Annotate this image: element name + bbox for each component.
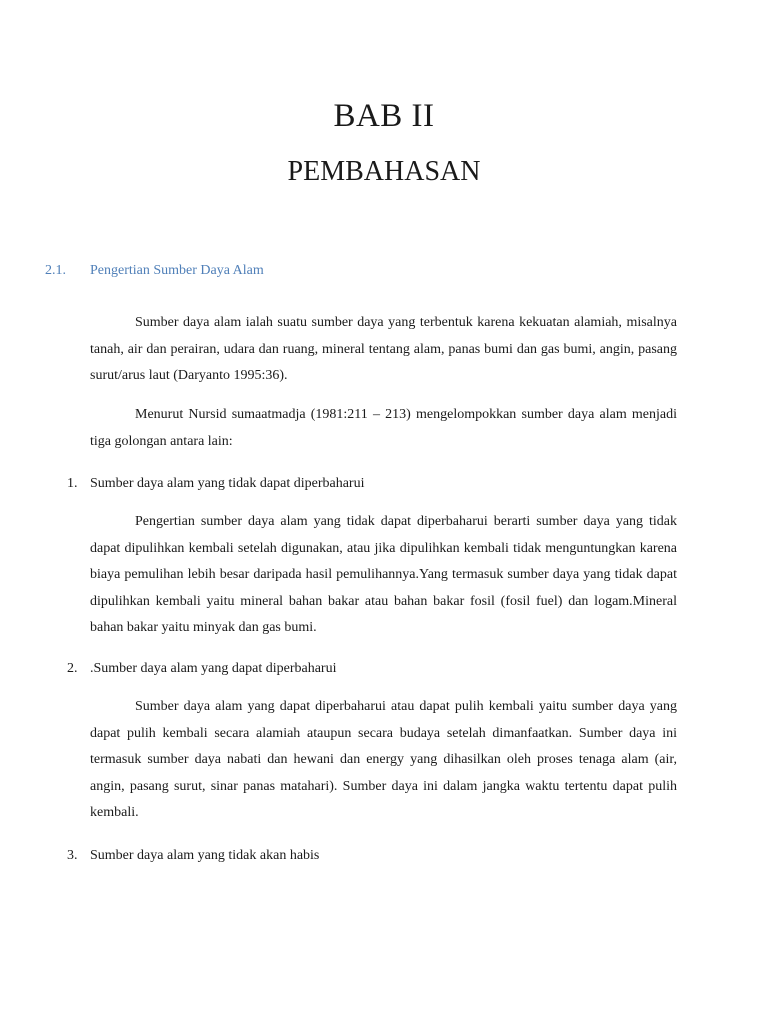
paragraph-renewable: Sumber daya alam yang dapat diperbaharui atau dapat pulih kembali yaitu sumber daya yang dapat pulih kembali secara alamiah ataupun secara budaya setelah dimanfaatkan. Sumber daya ini termasuk sumber daya nabati dan hewani dan energy yang dihasilkan oleh proses tenaga alam (air, angin, pasang surut, sinar panas matahari). Sumber daya ini dalam jangka waktu tertentu dapat pulih kembali. bbox=[90, 699, 677, 820]
paragraph-non-renewable: Pengertian sumber daya alam yang tidak dapat diperbaharui berarti sumber daya yang tidak dapat dipulihkan kembali setelah digunakan, atau jika dipulihkan kembali tidak menguntungkan karena biaya pemulihan lebih besar daripada hasil pemulihannya.Yang termasuk sumber daya yang tidak dapat dipulihkan kembali yaitu mineral bahan bakar atau bahan bakar fosil (fosil fuel) dan logam.Mineral bahan bakar yaitu minyak dan gas bumi. bbox=[90, 514, 677, 635]
list-item-2 bbox=[67, 658, 336, 680]
list-item-number: 3. bbox=[67, 848, 78, 863]
list-item-text: .Sumber daya alam yang dapat diperbaharui bbox=[90, 661, 337, 676]
list-item-text: Sumber daya alam yang tidak akan habis bbox=[90, 848, 320, 863]
section-heading bbox=[45, 260, 264, 282]
list-item-number: 1. bbox=[67, 476, 78, 491]
paragraph-classification: Menurut Nursid sumaatmadja (1981:211 – 213) mengelompokkan sumber daya alam menjadi tiga golongan antara lain: bbox=[90, 407, 677, 449]
list-item-1 bbox=[67, 473, 364, 495]
paragraph-intro: Sumber daya alam ialah suatu sumber daya yang terbentuk karena kekuatan alamiah, misalnya tanah, air dan perairan, udara dan ruang, mineral tentang alam, panas bumi dan gas bumi, angin, pasang surut/arus laut (Daryanto 1995:36). bbox=[90, 315, 677, 383]
list-item-text: Sumber daya alam yang tidak dapat diperbaharui bbox=[90, 476, 365, 491]
chapter-number: BAB II bbox=[333, 98, 435, 134]
section-title: Pengertian Sumber Daya Alam bbox=[90, 263, 264, 278]
section-number: 2.1. bbox=[45, 263, 66, 278]
list-item-3 bbox=[67, 845, 319, 867]
chapter-title: PEMBAHASAN bbox=[287, 156, 481, 187]
list-item-number: 2. bbox=[67, 661, 78, 676]
